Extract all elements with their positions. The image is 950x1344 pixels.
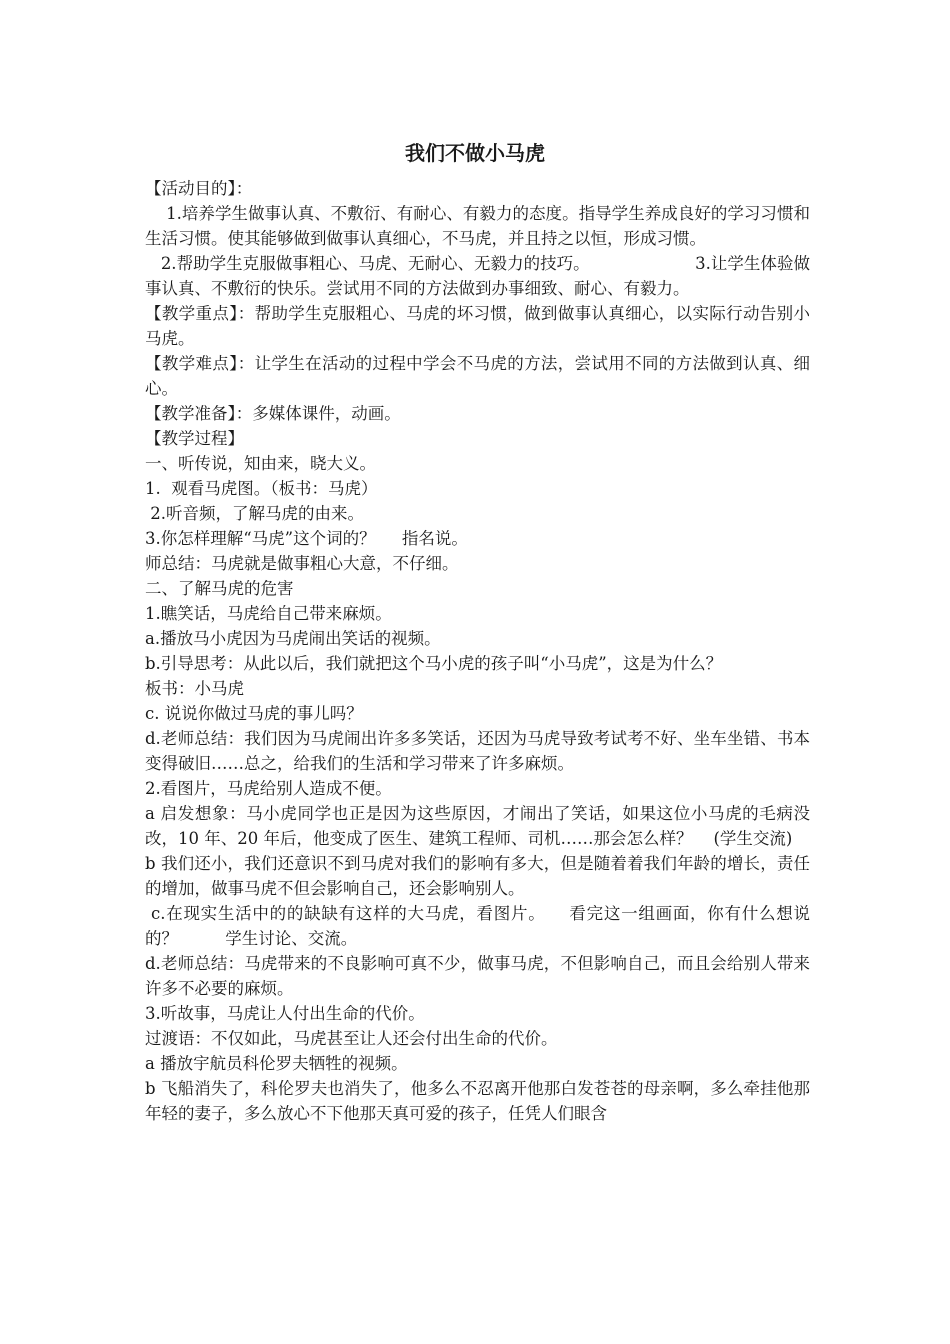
paragraph: 1. 观看马虎图。（板书：马虎） — [145, 479, 378, 498]
paragraph: 【教学重点】：帮助学生克服粗心、马虎的坏习惯，做到做事认真细心，以实际行动告别小马虎。 — [145, 304, 810, 348]
paragraph: a 启发想象：马小虎同学也正是因为这些原因，才闹出了笑话，如果这位小马虎的毛病没改，10 年、20 年后，他变成了医生、建筑工程师、司机……那会怎么样？ (学生交流) — [145, 804, 810, 848]
paragraph: 师总结：马虎就是做事粗心大意，不仔细。 — [145, 554, 459, 573]
paragraph: 二、了解马虎的危害 — [145, 579, 294, 598]
paragraph: 1.瞧笑话，马虎给自己带来麻烦。 — [145, 604, 392, 623]
paragraph: 2.帮助学生克服做事粗心、马虎、无耐心、无毅力的技巧。 3.让学生体验做事认真、不敷衍的快乐。尝试用不同的方法做到办事细致、耐心、有毅力。 — [145, 254, 810, 298]
paragraph: 【活动目的】： — [145, 179, 253, 198]
paragraph: b 飞船消失了，科伦罗夫也消失了，他多么不忍离开他那白发苍苍的母亲啊，多么牵挂他那年轻的妻子，多么放心不下他那天真可爱的孩子，任凭人们眼含 — [145, 1079, 810, 1123]
paragraph: 1.培养学生做事认真、不敷衍、有耐心、有毅力的态度。指导学生养成良好的学习习惯和生活习惯。使其能够做到做事认真细心，不马虎，并且持之以恒，形成习惯。 — [145, 204, 810, 248]
paragraph: c.在现实生活中的的缺缺有这样的大马虎，看图片。 看完这一组画面，你有什么想说的？ 学生讨论、交流。 — [145, 904, 810, 948]
paragraph: a 播放宇航员科伦罗夫牺牲的视频。 — [145, 1054, 408, 1073]
paragraph: b 我们还小，我们还意识不到马虎对我们的影响有多大，但是随着着我们年龄的增长，责任的增加，做事马虎不但会影响自己，还会影响别人。 — [145, 854, 810, 898]
paragraph: 2.听音频，了解马虎的由来。 — [145, 504, 364, 523]
paragraph: 【教学准备】：多媒体课件，动画。 — [145, 404, 401, 423]
paragraph: b.引导思考：从此以后，我们就把这个马小虎的孩子叫“小马虎”，这是为什么？ — [145, 654, 723, 673]
paragraph: c. 说说你做过马虎的事儿吗？ — [145, 704, 363, 723]
paragraph: 板书：小马虎 — [145, 679, 244, 698]
paragraph: 【教学难点】：让学生在活动的过程中学会不马虎的方法，尝试用不同的方法做到认真、细心。 — [145, 354, 810, 398]
paragraph: 【教学过程】 — [145, 429, 244, 448]
paragraph: 3.听故事，马虎让人付出生命的代价。 — [145, 1004, 425, 1023]
paragraph: a.播放马小虎因为马虎闹出笑话的视频。 — [145, 629, 441, 648]
document-title: 我们不做小马虎 — [405, 141, 545, 165]
paragraph: d.老师总结：我们因为马虎闹出许多多笑话，还因为马虎导致考试考不好、坐车坐错、书本变得破旧……总之，给我们的生活和学习带来了许多麻烦。 — [145, 729, 810, 773]
document-body — [145, 176, 810, 1126]
paragraph: 2.看图片，马虎给别人造成不便。 — [145, 779, 392, 798]
paragraph: 3.你怎样理解“马虎”这个词的？ 指名说。 — [145, 529, 468, 548]
paragraph: 一、听传说，知由来，晓大义。 — [145, 454, 376, 473]
paragraph: d.老师总结：马虎带来的不良影响可真不少，做事马虎，不但影响自己，而且会给别人带来许多不必要的麻烦。 — [145, 954, 810, 998]
paragraph: 过渡语：不仅如此，马虎甚至让人还会付出生命的代价。 — [145, 1029, 558, 1048]
